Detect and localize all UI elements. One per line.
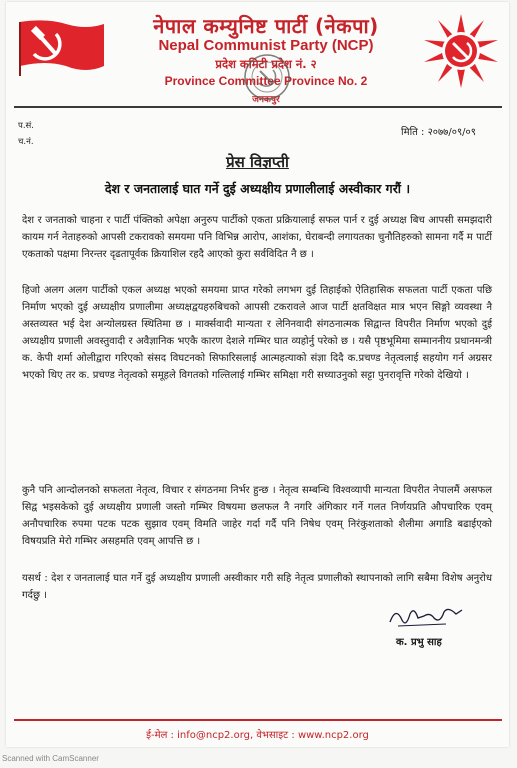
signer-name: क. प्रभु साह — [396, 637, 442, 648]
header-divider — [14, 106, 502, 108]
reference-number-label: प.सं. — [18, 121, 34, 131]
press-release-title: प्रेस विज्ञप्ती — [226, 153, 289, 171]
committee-english: Province Committee Province No. 2 — [164, 74, 368, 88]
date: मिति : २०७७/०९/०९ — [401, 127, 476, 138]
paragraph-1: देश र जनताको चाहना र पार्टी पंक्तिको अपेक्षा अनुरुप पार्टीको एकता प्रक्रियालाई सफल पार्न र दुई अध्यक्ष बिच आपसी समझदारी कायम गर्न नेताहरुको आपसी टकरावको समयमा पनि विभिन्न आरोप, आशंका, घेराबन्दी लगायतका चुनौतिहरुको सामना गर्दै म पार्टी एकताको पक्षमा निरन्तर दृढतापूर्वक क्रियाशिल रहदै आएको कुरा सर्वविदित नै छ । — [22, 215, 492, 260]
paragraph-3: कुनै पनि आन्दोलनको सफलता नेतृत्व, विचार र संगठनमा निर्भर हुन्छ । नेतृत्व सम्बन्धि विश्वव्यापी मान्यता विपरीत नेपालमैं असफल सिद्व भइसकेको दुई अध्यक्षीय प्रणाली जस्तो गम्भिर विषयमा छलफल नै नगरि अंगिकार गर्ने गलत निर्णयप्रति औपचारिक एवम् अनौपचारिक रुपमा पटक पटक सुझाव एवम् विमति जाहेर गर्दा गर्दै पनि निषेध एवम् निरंकुशताको शैलीमा अगाडि बढाईएको विषयप्रति मेरो गम्भिर असहमति एवम् आपत्ति छ । — [22, 485, 492, 547]
letter-page — [6, 2, 509, 747]
scanner-watermark: Scanned with CamScanner — [2, 754, 99, 763]
committee-nepali: प्रदेश कमिटी प्रदेश नं. २ — [215, 57, 317, 71]
party-emblem-icon — [422, 12, 500, 90]
signature-icon — [386, 602, 466, 630]
party-name-english: Nepal Communist Party (NCP) — [158, 37, 374, 54]
press-release-headline: देश र जनतालाई घात गर्ने दुई अध्यक्षीय प्रणालीलाई अस्वीकार गरौं । — [104, 181, 411, 196]
paragraph-4: यसर्थ : देश र जनतालाई घात गर्ने दुई अध्यक्षीय प्रणाली अस्वीकार गरी सहि नेतृत्व प्रणालीको स्थापनाको लागि सबैमा विशेष अनुरोध गर्दछु । — [22, 573, 492, 601]
footer-divider — [14, 719, 502, 721]
party-flag-icon — [16, 16, 108, 78]
dispatch-number-label: च.नं. — [18, 137, 34, 147]
paragraph-2: हिजो अलग अलग पार्टीको एकल अध्यक्ष भएको समयमा प्राप्त गरेको लगभग दुई तिहाईको ऐतिहासिक सफलता पार्टी एकता पछि निर्माण भएको दुई अध्यक्षीय प्रणालीमा अध्यक्षद्वयहरुबिचको आपसी टकरावले आज पार्टी क्षतविक्षत मात्र भएन सिङ्गो व्यवस्था नै अस्तव्यस्त भई देश अन्योलग्रस्त स्थितिमा छ । मार्क्सवादी मान्यता र लेनिनवादी संगठनात्मक सिद्वान्त विपरीत निर्माण भएको दुई अध्यक्षीय प्रणाली अवस्तुवादी र अवैज्ञानिक भएकै कारण देशले गम्भिर घात व्यहोर्नु परेको छ । यसै पृष्ठभूमिमा सम्माननीय प्रधानमन्त्री क. केपी शर्मा ओलीद्वारा गरिएको संसद विघटनको सिफारिसलाई आत्महत्याको संज्ञा दिदै क.प्रचण्ड नेतृत्वलाई सहयोग गर्न अग्रसर भएको थिए तर क. प्रचण्ड नेतृत्वको समूहले विगतको गल्तिलाई गम्भिर समिक्षा गरी सच्याउनुको सट्टा पुनरावृत्ति गरेको देखियो । — [22, 285, 492, 381]
party-seal-icon — [242, 52, 292, 102]
party-name-nepali: नेपाल कम्युनिष्ट पार्टी (नेकपा) — [153, 14, 379, 38]
footer-contact: ई-मेल : info@ncp2.org, वेभसाइट : www.ncp2.org — [146, 730, 369, 741]
location-nepali: जनकपुर — [252, 95, 280, 105]
